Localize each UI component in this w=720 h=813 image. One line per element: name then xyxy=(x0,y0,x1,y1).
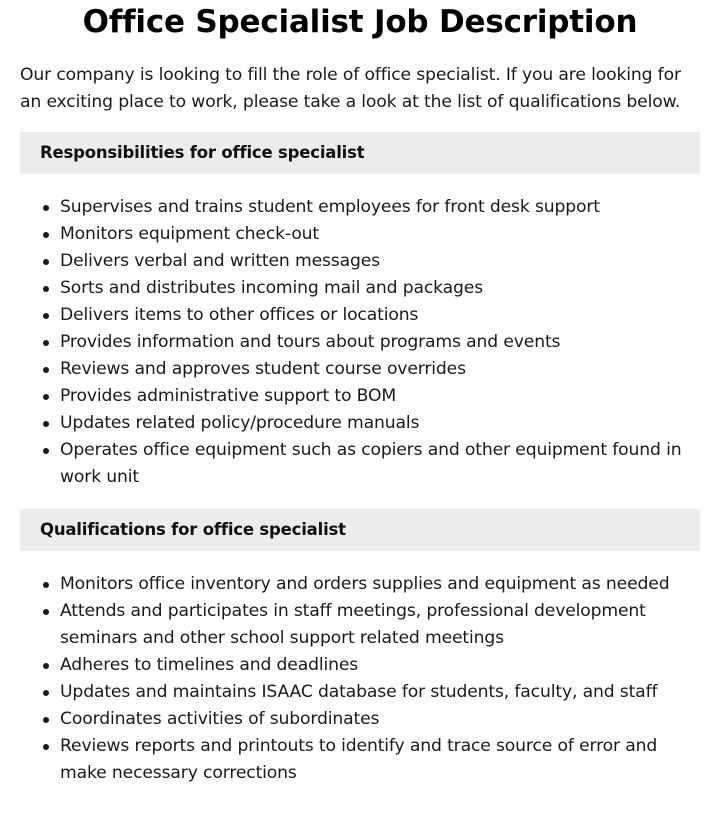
intro-paragraph: Our company is looking to fill the role of office specialist. If you are looking for an exciting place to work, please take a look at the list of qualifications below. xyxy=(20,65,681,112)
responsibilities-heading: Responsibilities for office specialist xyxy=(20,132,700,174)
list-item: Sorts and distributes incoming mail and packages xyxy=(60,275,700,302)
list-item: Delivers items to other offices or locations xyxy=(60,302,700,329)
list-item: Supervises and trains student employees for front desk support xyxy=(60,194,700,221)
list-item: Coordinates activities of subordinates xyxy=(60,706,700,733)
list-item: Delivers verbal and written messages xyxy=(60,248,700,275)
list-item: Provides information and tours about programs and events xyxy=(60,329,700,356)
list-item: Monitors office inventory and orders supplies and equipment as needed xyxy=(60,571,700,598)
responsibilities-list xyxy=(20,194,700,491)
list-item: Provides administrative support to BOM xyxy=(60,383,700,410)
list-item: Updates and maintains ISAAC database for students, faculty, and staff xyxy=(60,679,700,706)
list-item: Adheres to timelines and deadlines xyxy=(60,652,700,679)
list-item: Reviews reports and printouts to identify and trace source of error and make necessary corrections xyxy=(60,733,700,787)
qualifications-list xyxy=(20,571,700,787)
page-title: Office Specialist Job Description xyxy=(82,4,638,40)
list-item: Reviews and approves student course overrides xyxy=(60,356,700,383)
qualifications-heading: Qualifications for office specialist xyxy=(20,509,700,551)
list-item: Updates related policy/procedure manuals xyxy=(60,410,700,437)
list-item: Monitors equipment check-out xyxy=(60,221,700,248)
list-item: Operates office equipment such as copiers and other equipment found in work unit xyxy=(60,437,700,491)
list-item: Attends and participates in staff meetings, professional development seminars and other school support related meetings xyxy=(60,598,700,652)
